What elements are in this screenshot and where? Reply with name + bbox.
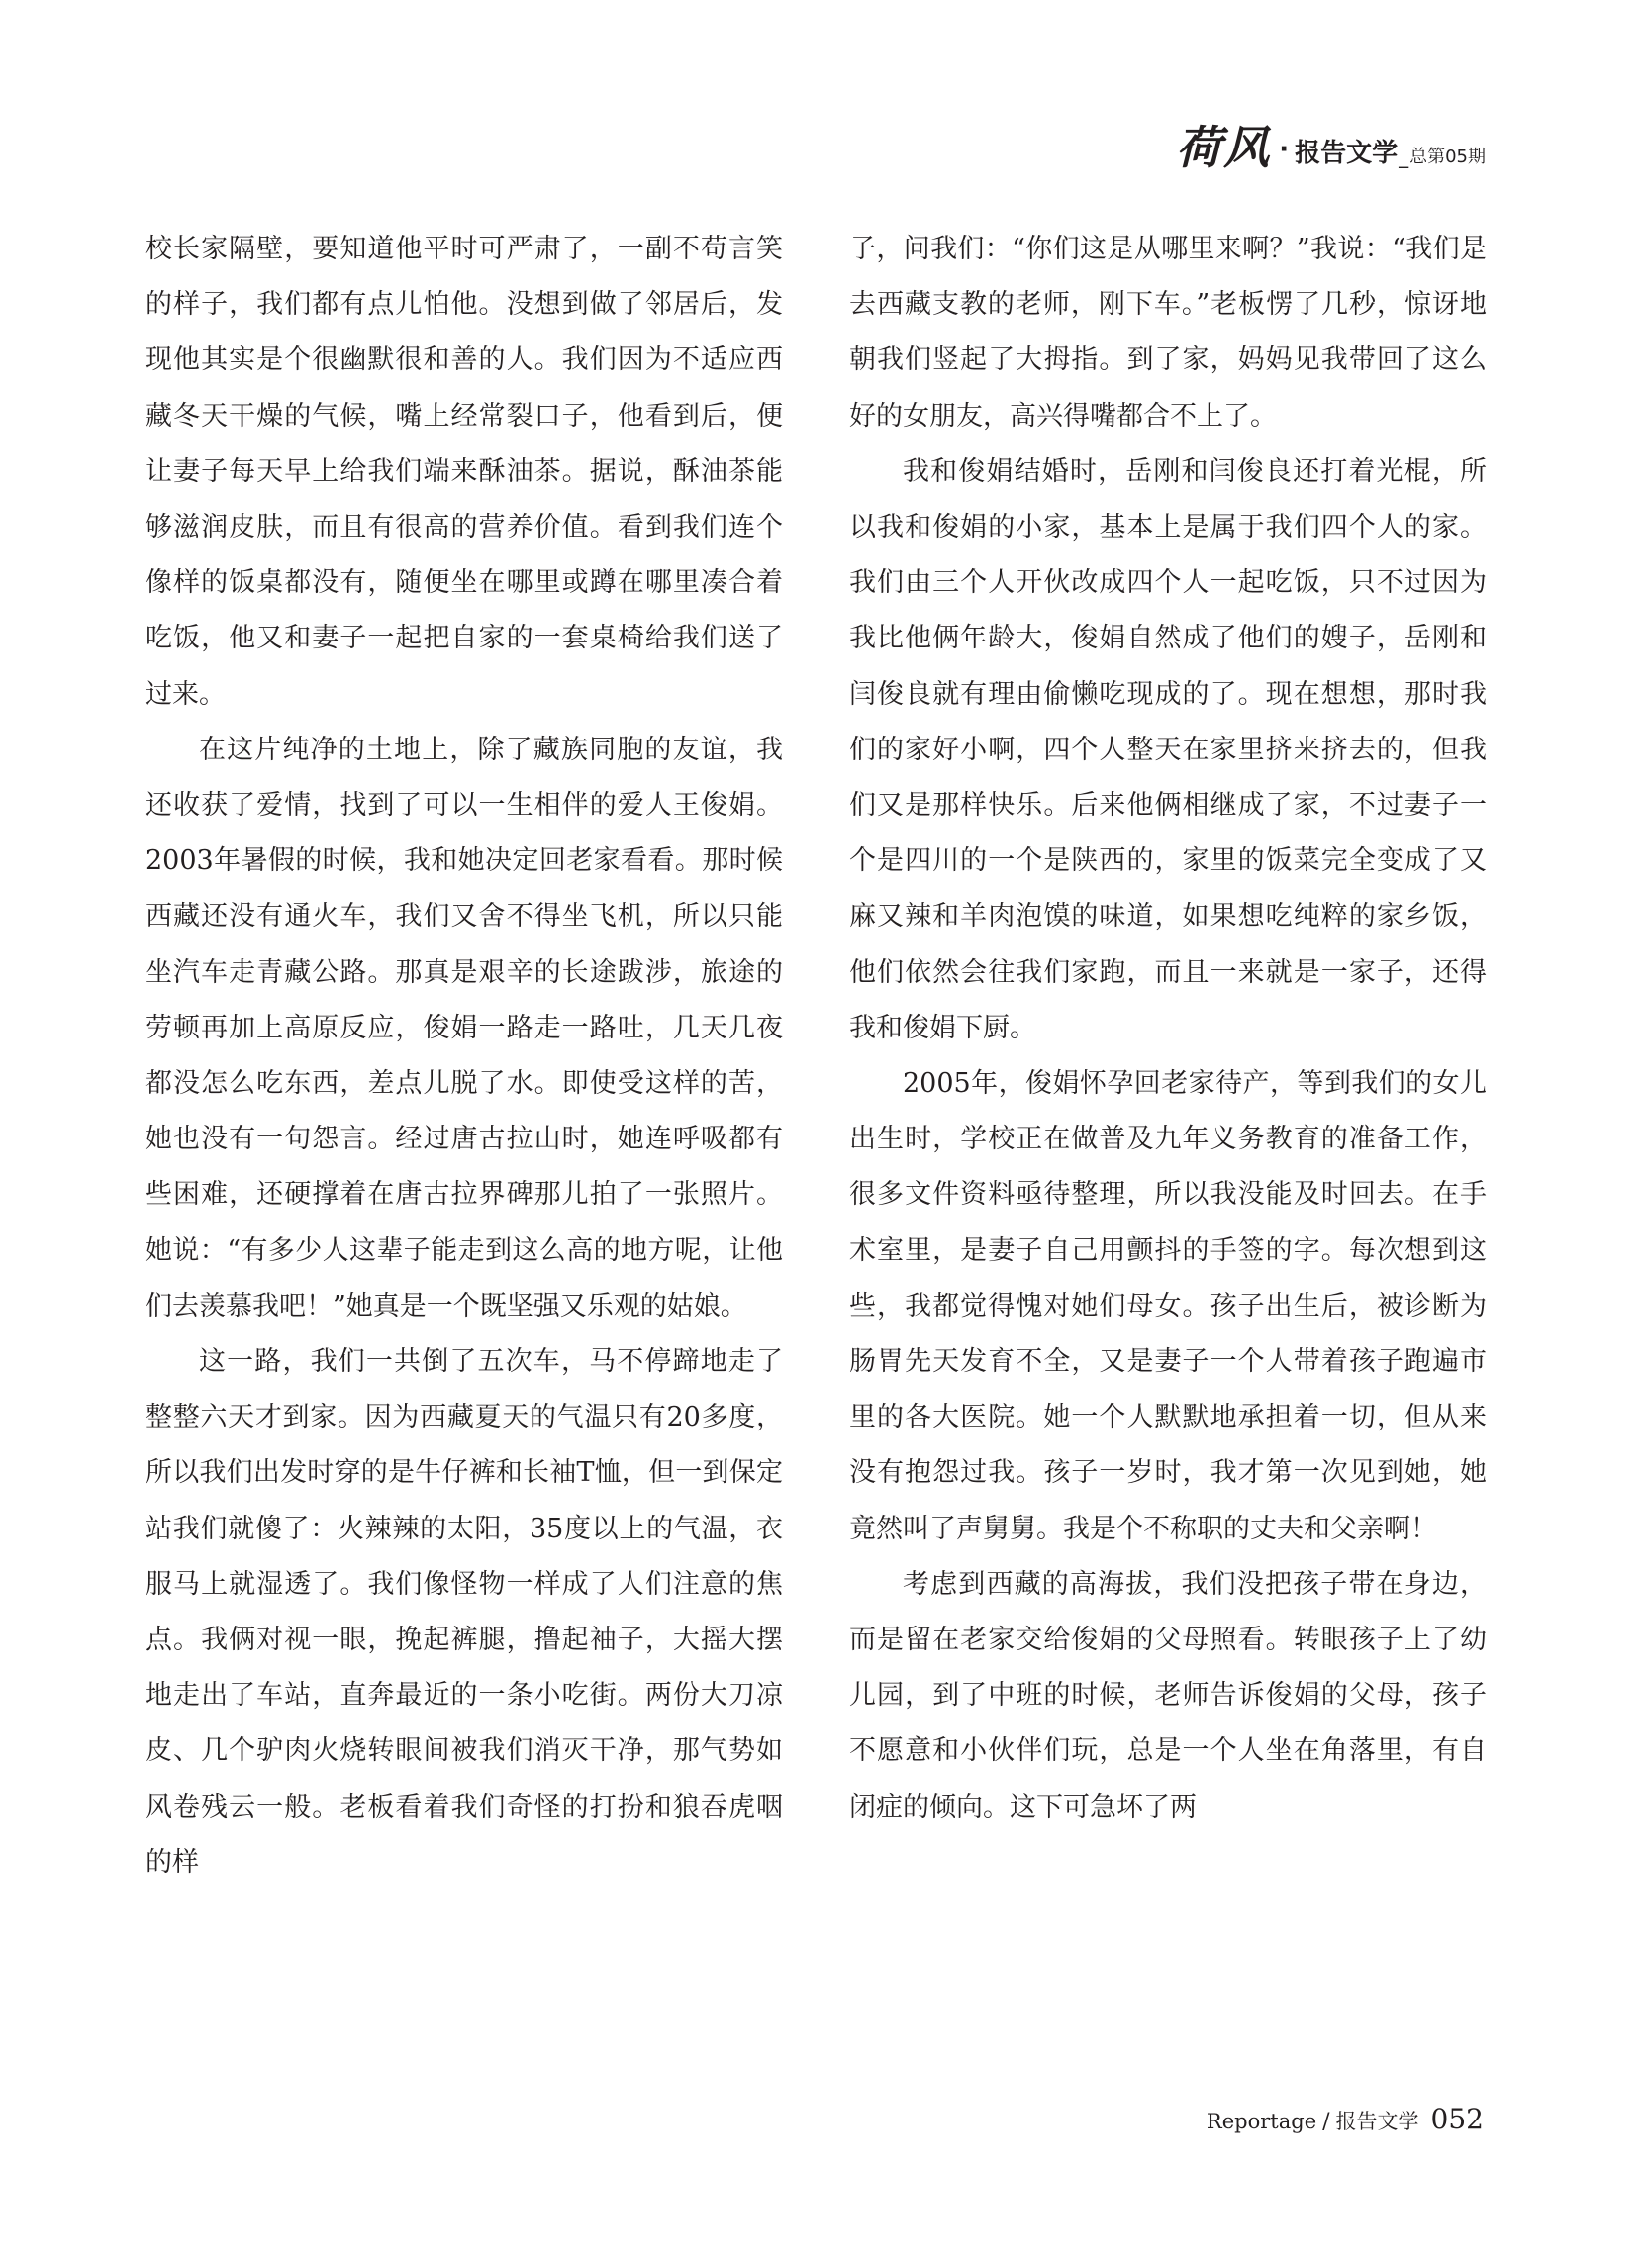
paragraph: 校长家隔壁，要知道他平时可严肃了，一副不苟言笑的样子，我们都有点儿怕他。没想到做了邻居后，发现他其实是个很幽默很和善的人。我们因为不适应西藏冬天干燥的气候，嘴上经常裂口子，他看到后，便让妻子每天早上给我们端来酥油茶。据说，酥油茶能够滋润皮肤，而且有很高的营养价值。看到我们连个像样的饭桌都没有，随便坐在哪里或蹲在哪里凑合着吃饭，他又和妻子一起把自家的一套桌椅给我们送了过来。	[145, 234, 783, 710]
page-header	[1176, 111, 1486, 174]
header-separator: _	[1399, 145, 1409, 168]
issue-number: 总第05期	[1409, 147, 1486, 167]
right-column	[849, 222, 1487, 1835]
magazine-logo: 荷风	[1176, 121, 1272, 174]
footer-section-chinese: 报告文学	[1335, 2110, 1419, 2133]
footer-section-english: Reportage	[1206, 2110, 1317, 2133]
page-footer	[1207, 2103, 1484, 2135]
footer-slash: /	[1322, 2110, 1330, 2134]
paragraph: 2005年，俊娟怀孕回老家待产，等到我们的女儿出生时，学校正在做普及九年义务教育的准备工作，很多文件资料亟待整理，所以我没能及时回去。在手术室里，是妻子自己用颤抖的手签的字。每次想到这些，我都觉得愧对她们母女。孩子出生后，被诊断为肠胃先天发育不全，又是妻子一个人带着孩子跑遍市里的各大医院。她一个人默默地承担着一切，但从来没有抱怨过我。孩子一岁时，我才第一次见到她，她竟然叫了声舅舅。我是个不称职的丈夫和父亲啊！	[849, 1068, 1487, 1544]
paragraph: 这一路，我们一共倒了五次车，马不停蹄地走了整整六天才到家。因为西藏夏天的气温只有20多度，所以我们出发时穿的是牛仔裤和长袖T恤，但一到保定站我们就傻了：火辣辣的太阳，35度以上的气温，衣服马上就湿透了。我们像怪物一样成了人们注意的焦点。我俩对视一眼，挽起裤腿，撸起袖子，大摇大摆地走出了车站，直奔最近的一条小吃街。两份大刀凉皮、几个驴肉火烧转眼间被我们消灭干净，那气势如风卷残云一般。老板看着我们奇怪的打扮和狼吞虎咽的样	[145, 1346, 783, 1878]
page-number: 052	[1430, 2103, 1484, 2135]
paragraph: 子，问我们：“你们这是从哪里来啊？”我说：“我们是去西藏支教的老师，刚下车。”老板愣了几秒，惊讶地朝我们竖起了大拇指。到了家，妈妈见我带回了这么好的女朋友，高兴得嘴都合不上了。	[849, 234, 1487, 432]
header-dot: ·	[1279, 135, 1290, 164]
paragraph: 考虑到西藏的高海拔，我们没把孩子带在身边，而是留在老家交给俊娟的父母照看。转眼孩子上了幼儿园，到了中班的时候，老师告诉俊娟的父母，孩子不愿意和小伙伴们玩，总是一个人坐在角落里，有自闭症的倾向。这下可急坏了两	[849, 1568, 1487, 1823]
section-title: 报告文学	[1295, 139, 1399, 168]
left-column	[145, 222, 783, 1891]
paragraph: 我和俊娟结婚时，岳刚和闫俊良还打着光棍，所以我和俊娟的小家，基本上是属于我们四个人的家。我们由三个人开伙改成四个人一起吃饭，只不过因为我比他俩年龄大，俊娟自然成了他们的嫂子，岳刚和闫俊良就有理由偷懒吃现成的了。现在想想，那时我们的家好小啊，四个人整天在家里挤来挤去的，但我们又是那样快乐。后来他俩相继成了家，不过妻子一个是四川的一个是陕西的，家里的饭菜完全变成了又麻又辣和羊肉泡馍的味道，如果想吃纯粹的家乡饭，他们依然会往我们家跑，而且一来就是一家子，还得我和俊娟下厨。	[849, 455, 1487, 1043]
paragraph: 在这片纯净的土地上，除了藏族同胞的友谊，我还收获了爱情，找到了可以一生相伴的爱人王俊娟。2003年暑假的时候，我和她决定回老家看看。那时候西藏还没有通火车，我们又舍不得坐飞机，所以只能坐汽车走青藏公路。那真是艰辛的长途跋涉，旅途的劳顿再加上高原反应，俊娟一路走一路吐，几天几夜都没怎么吃东西，差点儿脱了水。即使受这样的苦，她也没有一句怨言。经过唐古拉山时，她连呼吸都有些困难，还硬撑着在唐古拉界碑那儿拍了一张照片。她说：“有多少人这辈子能走到这么高的地方呢，让他们去羡慕我吧！”她真是一个既坚强又乐观的姑娘。	[145, 734, 783, 1322]
